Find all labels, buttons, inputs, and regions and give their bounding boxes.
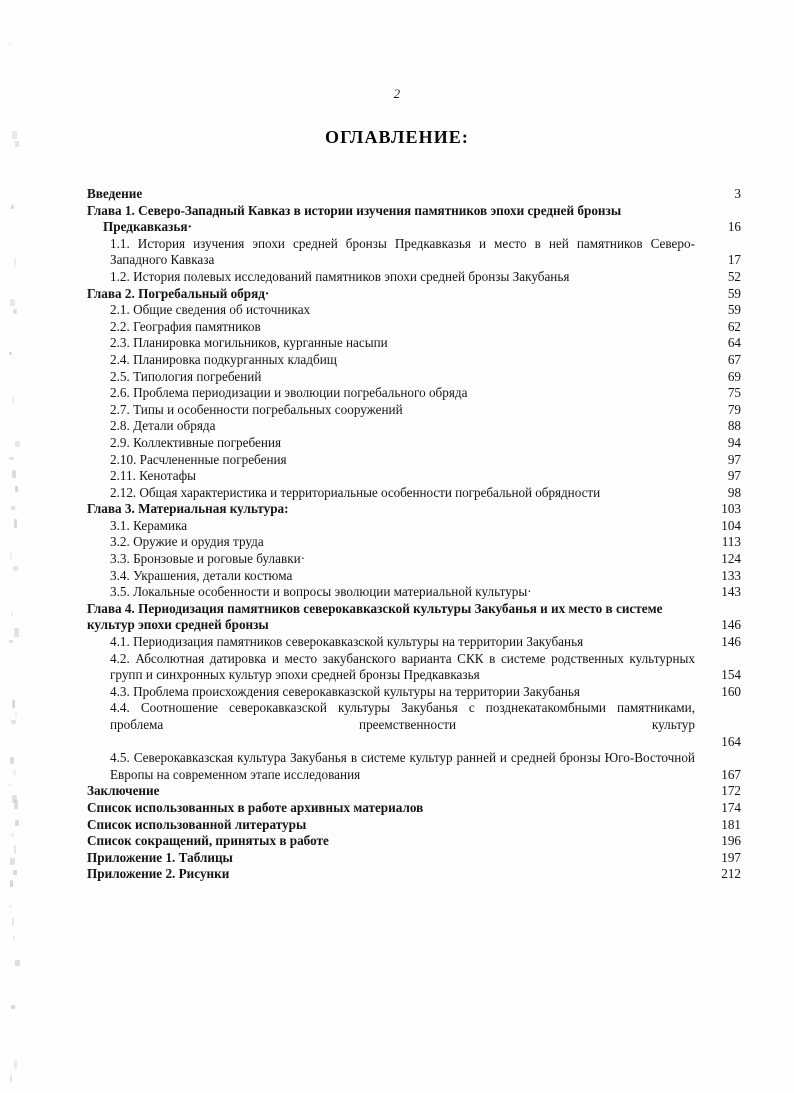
toc-entry-page-number: 146 [721, 617, 741, 633]
toc-entry[interactable] [87, 850, 741, 867]
toc-entry-label: 3.2. Оружие и орудия труда [110, 534, 264, 550]
toc-entry-page-number: 17 [727, 252, 741, 268]
toc-entry-label: Список использованных в работе архивных материалов [87, 799, 424, 815]
toc-entry[interactable] [87, 800, 741, 817]
toc-entry[interactable] [87, 236, 741, 269]
toc-entry-label: 2.11. Кенотафы [110, 468, 196, 484]
toc-entry[interactable] [87, 369, 741, 386]
toc-entry-label: Приложение 1. Таблицы [87, 849, 233, 865]
toc-entry-label: Список сокращений, принятых в работе [87, 833, 329, 849]
toc-entry-label: 4.2. Абсолютная датировка и место закубанского варианта СКК в системе родственных культурных групп и синхронных культур эпохи средней бронзы Предкавказья [110, 650, 695, 683]
toc-entry-label: 2.5. Типология погребений [110, 368, 262, 384]
toc-entry[interactable] [87, 634, 741, 651]
toc-entry-page-number: 62 [727, 318, 741, 334]
page-number: 2 [393, 86, 401, 101]
toc-entry[interactable] [87, 286, 741, 303]
toc-entry-page-number: 98 [727, 484, 741, 500]
toc-entry-page-number: 69 [727, 368, 741, 384]
toc-entry-page-number: 75 [727, 385, 741, 401]
toc-entry[interactable] [87, 817, 741, 834]
toc-entry[interactable] [87, 651, 741, 684]
toc-entry-label: 3.1. Керамика [110, 517, 188, 533]
toc-entry-page-number: 146 [721, 634, 741, 650]
toc-entry-label: 2.10. Расчлененные погребения [110, 451, 287, 467]
toc-entry[interactable] [87, 186, 741, 203]
toc-entry-label: 2.7. Типы и особенности погребальных сооружений [110, 401, 403, 417]
toc-entry-page-number: 59 [727, 285, 741, 301]
toc-entry-label: 2.6. Проблема периодизации и эволюции погребального обряда [110, 385, 468, 401]
toc-entry[interactable] [87, 302, 741, 319]
toc-entry-page-number: 164 [721, 733, 741, 749]
toc-entry-label: 1.1. История изучения эпохи средней бронзы Предкавказья и место в ней памятников Северо-Западного Кавказа [110, 235, 695, 268]
toc-entry-label: Введение [87, 186, 143, 201]
toc-entry[interactable] [87, 601, 741, 634]
toc-entry[interactable] [87, 452, 741, 469]
toc-entry-page-number: 124 [721, 551, 741, 567]
toc-entry[interactable] [87, 468, 741, 485]
toc-entry-page-number: 181 [721, 816, 741, 832]
toc-entry-label: 3.4. Украшения, детали костюма [110, 567, 293, 583]
toc-entry-page-number: 88 [727, 418, 741, 434]
toc-entry[interactable] [87, 866, 741, 883]
toc-entry-label: 4.5. Северокавказская культура Закубанья в системе культур ранней и средней бронзы Юго-Восточной Европы на современном этапе исследования [110, 750, 695, 782]
toc-entry-page-number: 97 [727, 451, 741, 467]
toc-entry-page-number: 52 [727, 268, 741, 284]
toc-entry-page-number: 143 [721, 584, 741, 600]
toc-entry-page-number: 160 [721, 683, 741, 699]
toc-entry-page-number: 113 [721, 534, 741, 550]
toc-entry[interactable] [87, 203, 741, 236]
toc-entry-page-number: 133 [721, 567, 741, 583]
toc-entry-label: Приложение 2. Рисунки [87, 866, 230, 882]
toc-entry[interactable] [87, 319, 741, 336]
toc-entry[interactable] [87, 501, 741, 518]
toc-entry-label: 4.4. Соотношение северокавказской культуры Закубанья с позднекатакомбными памятниками, проблема преемственности культур [110, 700, 695, 732]
toc-entry-label: 2.4. Планировка подкурганных кладбищ [110, 351, 337, 367]
toc-entry-page-number: 167 [721, 766, 741, 782]
toc-entry-label: 2.3. Планировка могильников, курганные насыпи [110, 335, 388, 351]
toc-entry[interactable] [87, 684, 741, 701]
toc-entry[interactable] [87, 568, 741, 585]
toc-entry[interactable] [87, 833, 741, 850]
toc-entry-label: 3.3. Бронзовые и роговые булавки· [110, 551, 306, 567]
toc-entry-label: 2.12. Общая характеристика и территориальные особенности погребальной обрядности [110, 484, 601, 500]
toc-entry-page-number: 79 [727, 401, 741, 417]
toc-entry-page-number: 97 [727, 468, 741, 484]
toc-entry[interactable] [87, 402, 741, 419]
toc-entry[interactable] [87, 750, 741, 783]
toc-entry[interactable] [87, 700, 741, 750]
toc-entry-label: Глава 3. Материальная культура: [87, 501, 289, 517]
toc-entry-page-number: 16 [727, 219, 741, 235]
toc-entry[interactable] [87, 551, 741, 568]
toc-entry-label: Глава 4. Периодизация памятников северокавказской культуры Закубанья и их место в системе культур эпохи средней бронзы [87, 600, 663, 633]
toc-entry[interactable] [87, 435, 741, 452]
toc-entry-page-number: 3 [734, 186, 741, 201]
toc-entry[interactable] [87, 783, 741, 800]
toc-entry-label: 2.2. География памятников [110, 318, 261, 334]
toc-entry-page-number: 94 [727, 434, 741, 450]
scan-artifacts [0, 0, 46, 1093]
toc-entry[interactable] [87, 269, 741, 286]
toc-entry[interactable] [87, 584, 741, 601]
page-title: ОГЛАВЛЕНИЕ: [325, 127, 469, 147]
toc-entry-label: 2.8. Детали обряда [110, 418, 216, 434]
toc-entry-label: 4.3. Проблема происхождения северокавказской культуры на территории Закубанья [110, 683, 580, 699]
toc-entry[interactable] [87, 518, 741, 535]
toc-entry[interactable] [87, 485, 741, 502]
toc-entry[interactable] [87, 534, 741, 551]
toc-entry-label: Заключение [87, 783, 160, 799]
toc-entry-page-number: 59 [727, 302, 741, 318]
toc-entry-label: Глава 1. Северо-Западный Кавказ в истории изучения памятников эпохи средней бронзы Предкавказья· [87, 202, 622, 235]
toc-entry[interactable] [87, 418, 741, 435]
toc-entry-page-number: 67 [727, 351, 741, 367]
toc-entry-label: 2.9. Коллективные погребения [110, 434, 282, 450]
toc-entry-page-number: 174 [721, 799, 741, 815]
toc-entry-label: 4.1. Периодизация памятников северокавказской культуры на территории Закубанья [110, 634, 584, 650]
toc-entry-label: Глава 2. Погребальный обряд· [87, 285, 270, 301]
toc-entry-page-number: 197 [721, 849, 741, 865]
toc-entry-page-number: 196 [721, 833, 741, 849]
toc-entry-label: 2.1. Общие сведения об источниках [110, 302, 311, 318]
toc-entry-page-number: 212 [721, 866, 741, 882]
toc-entry-page-number: 103 [721, 501, 741, 517]
toc-entry-label: Список использованной литературы [87, 816, 307, 832]
toc-entry-page-number: 104 [721, 517, 741, 533]
toc-entry[interactable] [87, 385, 741, 402]
toc-entry-label: 3.5. Локальные особенности и вопросы эволюции материальной культуры· [110, 584, 532, 600]
toc-entry-page-number: 154 [721, 667, 741, 683]
table-of-contents [87, 186, 741, 883]
toc-entry[interactable] [87, 335, 741, 352]
toc-entry-page-number: 172 [721, 783, 741, 799]
toc-entry[interactable] [87, 352, 741, 369]
toc-entry-label: 1.2. История полевых исследований памятников эпохи средней бронзы Закубанья [110, 268, 570, 284]
toc-entry-page-number: 64 [727, 335, 741, 351]
